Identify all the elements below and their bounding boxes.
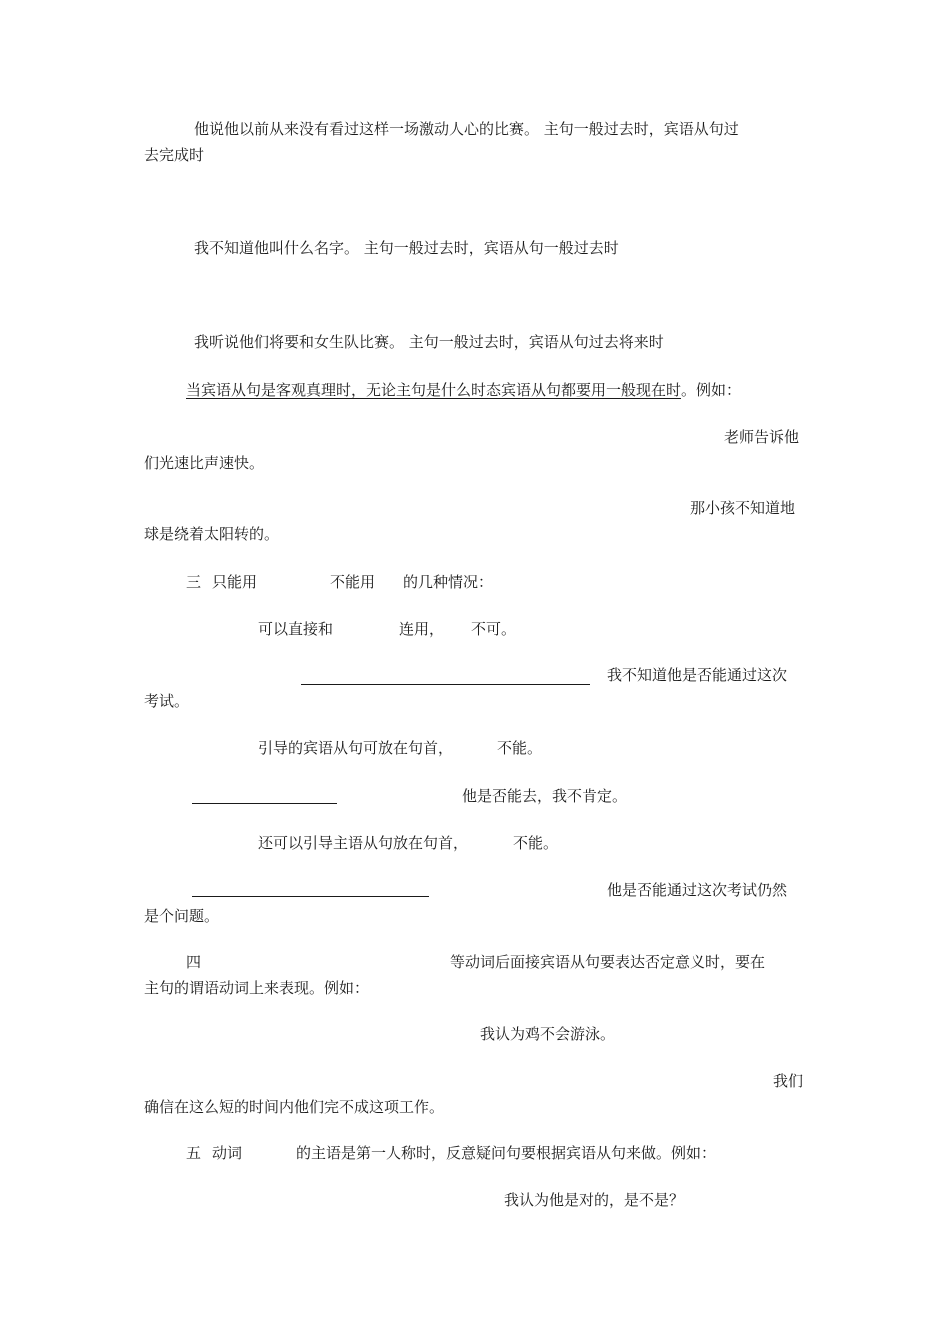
text-fragment: 不可。 <box>471 620 517 638</box>
section-number: 五 <box>186 1144 202 1162</box>
text-fragment: 只能用 <box>212 573 258 591</box>
underlined-rule: 当宾语从句是客观真理时，无论主句是什么时态宾语从句都要用一般现在时 <box>186 381 682 399</box>
text-fragment: 动词 <box>212 1144 243 1162</box>
text-line: 去完成时 <box>144 146 205 164</box>
text-line: 他说他以前从来没有看过这样一场激动人心的比赛。 主句一般过去时，宾语从句过 <box>194 120 739 138</box>
text-line: 我听说他们将要和女生队比赛。 主句一般过去时，宾语从句过去将来时 <box>194 333 664 351</box>
text-fragment: 引导的宾语从句可放在句首， <box>258 739 454 757</box>
text-line: 主句的谓语动词上来表现。例如： <box>144 979 370 997</box>
text-fragment: 还可以引导主语从句放在句首， <box>258 834 469 852</box>
text-line: 我认为鸡不会游泳。 <box>480 1025 616 1043</box>
text-line: 考试。 <box>144 692 190 710</box>
text-line: 他是否能去，我不肯定。 <box>462 787 628 805</box>
text-fragment: 可以直接和 <box>258 620 334 638</box>
text-line: 确信在这么短的时间内他们完不成这项工作。 <box>144 1098 445 1116</box>
text-fragment: 不能用 <box>330 573 376 591</box>
text-line: 等动词后面接宾语从句要表达否定意义时，要在 <box>450 953 766 971</box>
underline-rule <box>301 684 590 685</box>
text-fragment: 连用， <box>399 620 445 638</box>
underline-rule <box>192 896 429 897</box>
text-line: 球是绕着太阳转的。 <box>144 525 280 543</box>
text-line: 他是否能通过这次考试仍然 <box>607 881 788 899</box>
text-line: 我不知道他叫什么名字。 主句一般过去时，宾语从句一般过去时 <box>194 239 619 257</box>
text-fragment: 不能。 <box>513 834 559 852</box>
text-line: 我认为他是对的，是不是？ <box>504 1191 685 1209</box>
text-line: 那小孩不知道地 <box>690 499 796 517</box>
section-number: 四 <box>186 953 202 971</box>
text-fragment: 的几种情况： <box>403 573 494 591</box>
text-fragment: 不能。 <box>497 739 543 757</box>
text-line: 我们 <box>773 1072 804 1090</box>
section-number: 三 <box>186 573 202 591</box>
rule-tail: 。例如： <box>681 381 742 399</box>
text-line: 是个问题。 <box>144 907 220 925</box>
text-fragment: 的主语是第一人称时，反意疑问句要根据宾语从句来做。例如： <box>296 1144 717 1162</box>
underline-rule <box>192 803 337 804</box>
rule-statement <box>186 380 741 400</box>
text-line: 们光速比声速快。 <box>144 454 265 472</box>
text-line: 我不知道他是否能通过这次 <box>607 666 788 684</box>
text-line: 老师告诉他 <box>724 428 800 446</box>
